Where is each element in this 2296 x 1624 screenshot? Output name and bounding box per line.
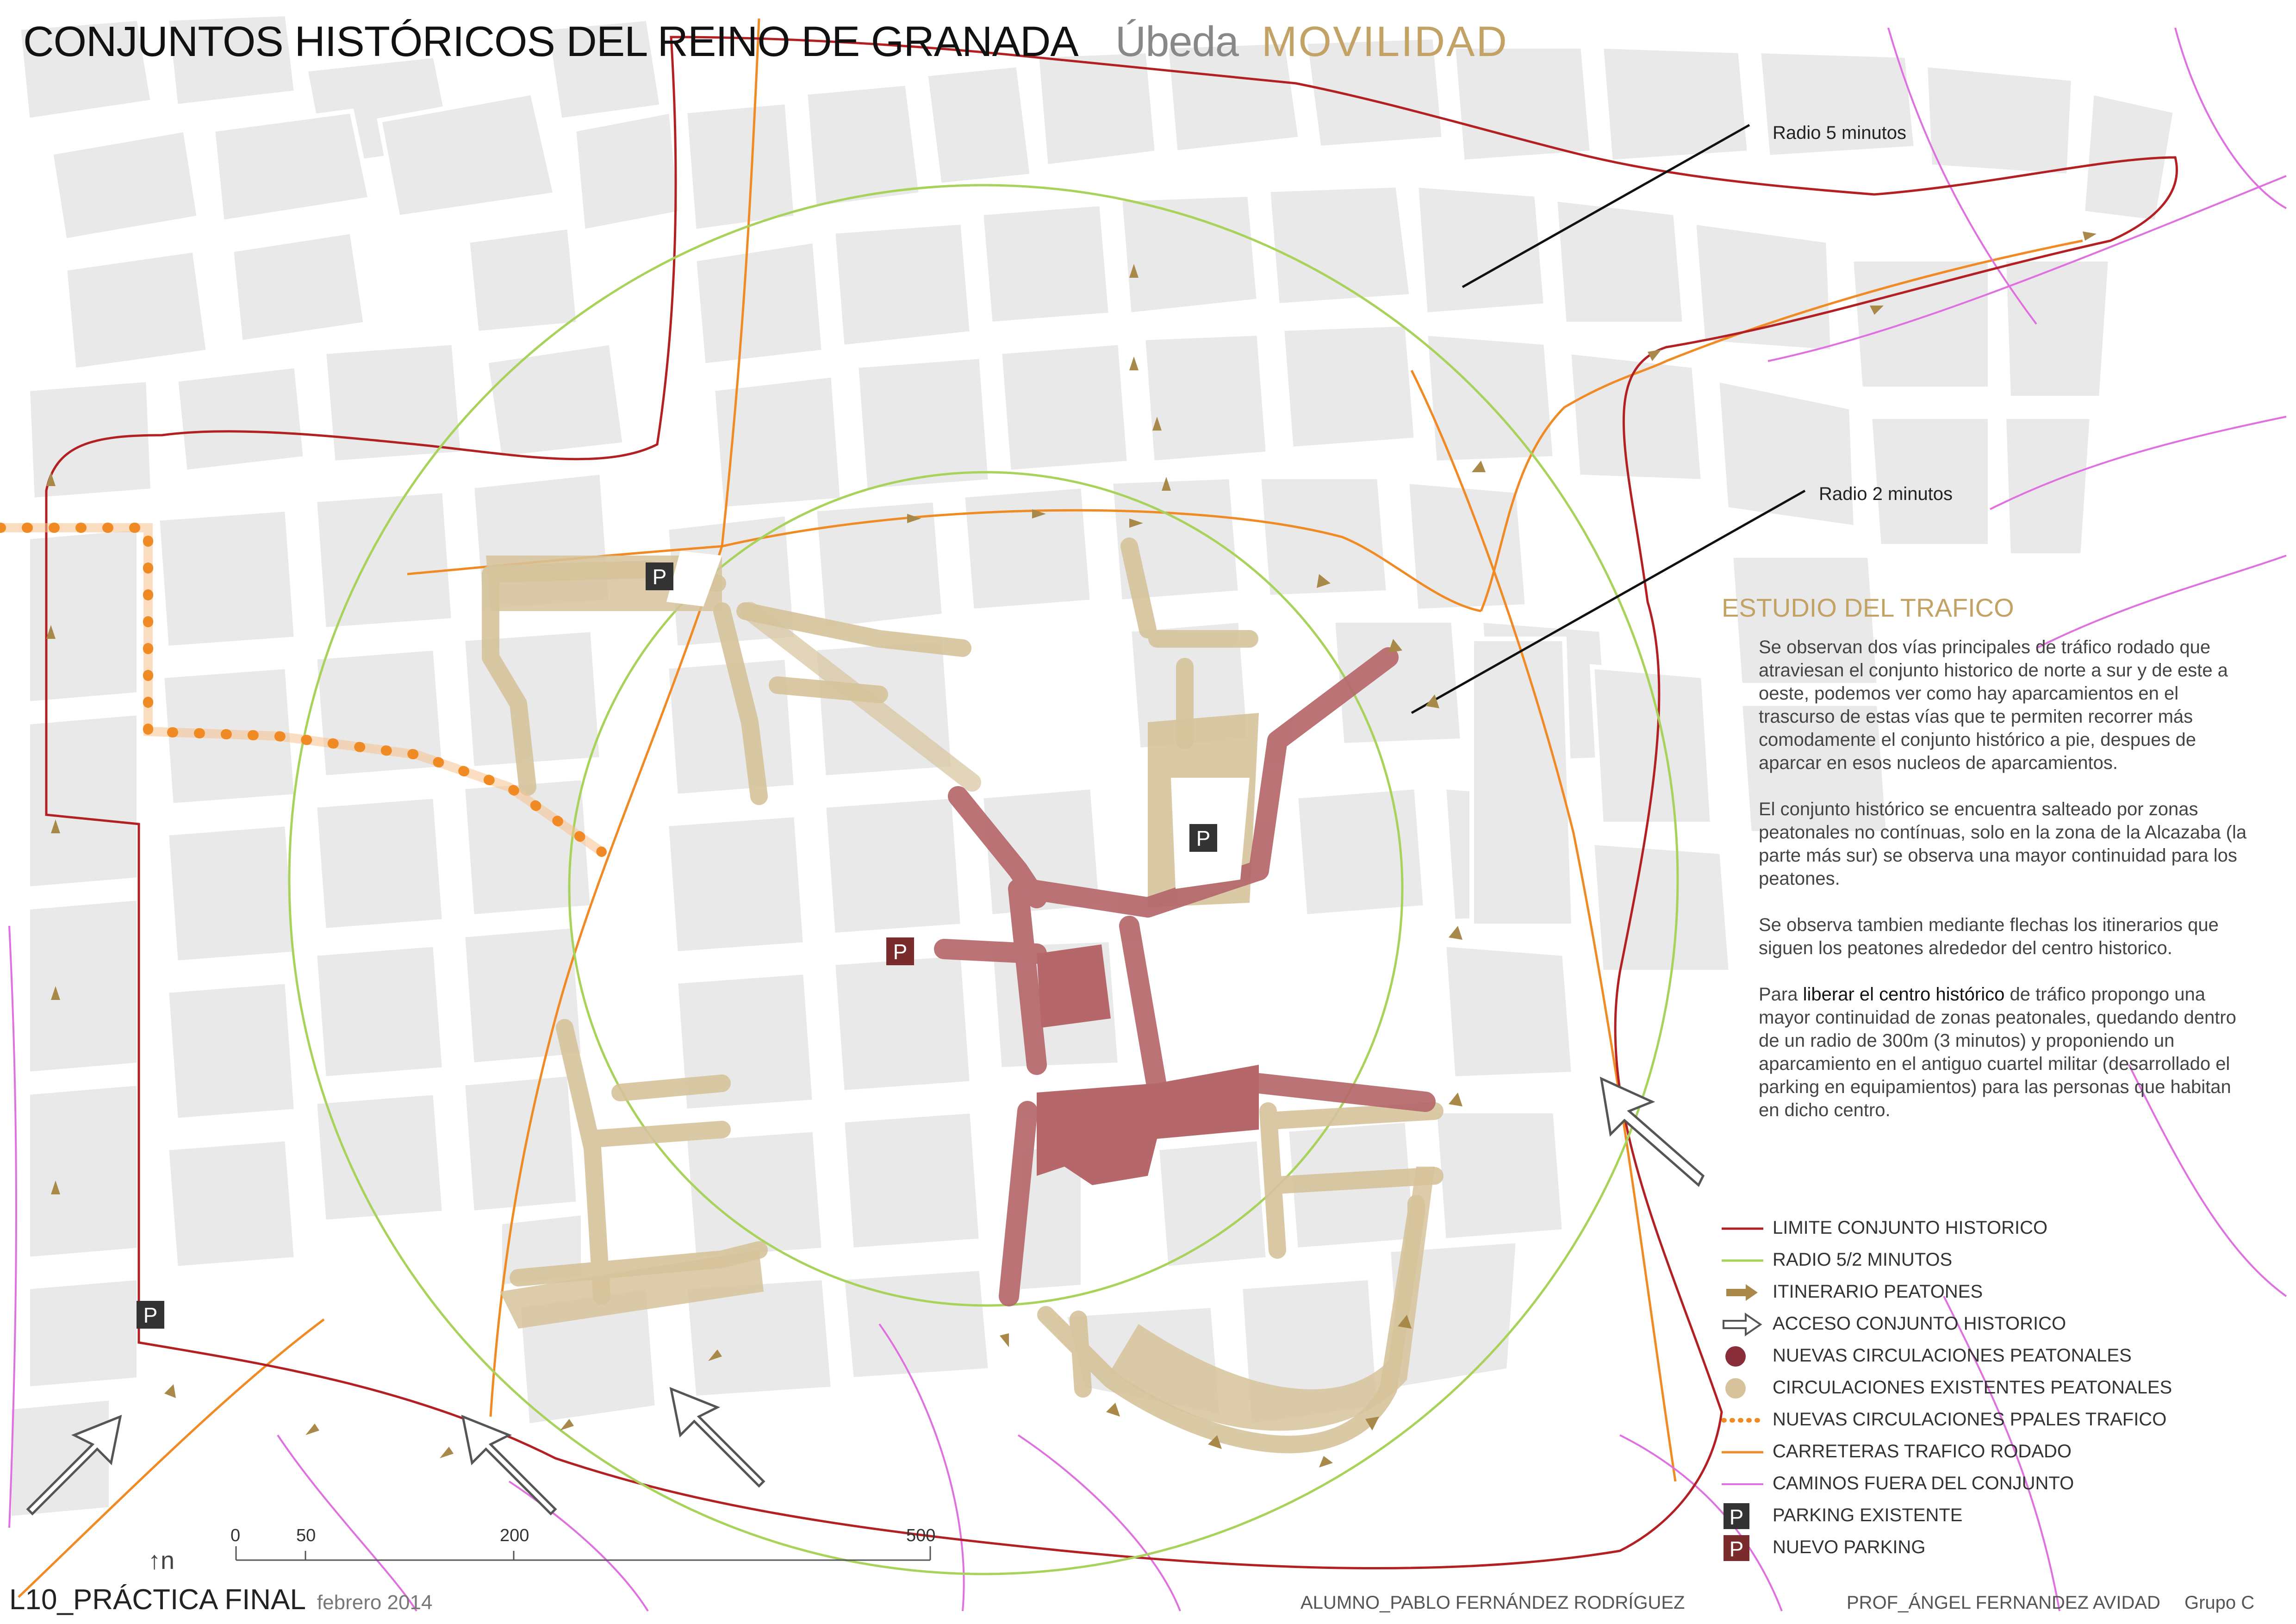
legend-item-roads: CARRETERAS TRAFICO RODADO bbox=[1722, 1437, 2277, 1468]
svg-text:P: P bbox=[893, 940, 908, 964]
parking-new bbox=[886, 937, 914, 965]
legend-item-pedestrian-itinerary: ITINERARIO PEATONES bbox=[1722, 1277, 2277, 1309]
north-arrow-icon: ↑ bbox=[148, 1547, 161, 1574]
title-city: Úbeda bbox=[1115, 18, 1238, 65]
footer-professor: PROF_ÁNGEL FERNANDEZ AVIDAD bbox=[1847, 1593, 2160, 1613]
parking-existing-icon bbox=[1722, 1500, 1763, 1532]
north-label: n bbox=[161, 1547, 175, 1574]
legend bbox=[1722, 1213, 2277, 1564]
footer-group: Grupo C bbox=[2184, 1593, 2255, 1613]
green-line-icon bbox=[1722, 1245, 1763, 1277]
scale-bar-graphic bbox=[153, 1523, 940, 1579]
outline-arrow-icon bbox=[1722, 1309, 1763, 1341]
title-theme: MOVILIDAD bbox=[1261, 18, 1508, 65]
legend-item-access: ACCESO CONJUNTO HISTORICO bbox=[1722, 1309, 2277, 1341]
radius-2-label: Radio 2 minutos bbox=[1819, 484, 1953, 504]
map-title bbox=[23, 18, 1508, 66]
gold-arrow-icon bbox=[1722, 1277, 1763, 1309]
orange-line-icon bbox=[1722, 1437, 1763, 1468]
new-pedestrian-main-square bbox=[1037, 944, 1111, 1028]
svg-text:P: P bbox=[1196, 826, 1211, 850]
parking-new-icon bbox=[1722, 1532, 1763, 1564]
magenta-line-icon bbox=[1722, 1468, 1763, 1500]
legend-item-outside-paths: CAMINOS FUERA DEL CONJUNTO bbox=[1722, 1468, 2277, 1500]
footer-student: ALUMNO_PABLO FERNÁNDEZ RODRÍGUEZ bbox=[1300, 1593, 1685, 1613]
legend-item-parking-new: P NUEVO PARKING bbox=[1722, 1532, 2277, 1564]
study-paragraph-2: El conjunto histórico se encuentra salteado por zonas peatonales no contínuas, solo en la zona de la Alcazaba (la parte más sur) se observa una mayor continuidad para los peatones. bbox=[1759, 799, 2247, 889]
study-paragraph-1: Se observan dos vías principales de tráfico rodado que atraviesan el conjunto historico de norte a sur y de este a oeste, podemos ver como hay aparcamientos en el trascurso de estas vías que te permiten recorrer más comodamente el conjunto histórico a pie, despues de aparcar en esos nucleos de aparcamientos. bbox=[1759, 637, 2228, 773]
radius-5-label: Radio 5 minutos bbox=[1773, 123, 1907, 143]
scale-bar bbox=[153, 1523, 940, 1579]
study-highlight: liberar el centro histórico bbox=[1803, 984, 2005, 1005]
maroon-dot-icon bbox=[1722, 1341, 1763, 1373]
study-paragraph-4: Para liberar el centro histórico de tráfico propongo una mayor continuidad de zonas peatonales, quedando dentro de un radio de 300m (3 minutos) y proponiendo un aparcamiento en el antiguo cuartel militar (desarrollado el parking en equipamientos) para las personas que habitan en dicho centro. bbox=[1759, 984, 2236, 1120]
legend-item-radius: RADIO 5/2 MINUTOS bbox=[1722, 1245, 2277, 1277]
parking-existing-northwest bbox=[646, 562, 673, 590]
tan-dot-icon bbox=[1722, 1373, 1763, 1405]
svg-text:P: P bbox=[143, 1303, 158, 1327]
scale-tick-0: 0 bbox=[230, 1526, 241, 1545]
study-heading: ESTUDIO DEL TRAFICO bbox=[1722, 593, 2014, 622]
practice-label: L10_PRÁCTICA FINAL bbox=[9, 1584, 306, 1616]
parking-existing-southwest bbox=[137, 1301, 164, 1329]
red-line-icon bbox=[1722, 1213, 1763, 1245]
svg-text:P: P bbox=[1729, 1537, 1744, 1561]
date-label: febrero 2014 bbox=[317, 1591, 433, 1614]
scale-tick-500: 500 bbox=[906, 1526, 936, 1545]
footer-practice bbox=[9, 1583, 432, 1616]
legend-item-new-pedestrian: NUEVAS CIRCULACIONES PEATONALES bbox=[1722, 1341, 2277, 1373]
legend-item-new-traffic: NUEVAS CIRCULACIONES PPALES TRAFICO bbox=[1722, 1405, 2277, 1437]
scale-tick-200: 200 bbox=[500, 1526, 529, 1545]
svg-text:P: P bbox=[1729, 1505, 1744, 1529]
legend-item-limit: LIMITE CONJUNTO HISTORICO bbox=[1722, 1213, 2277, 1245]
orange-dots-icon bbox=[1722, 1405, 1763, 1437]
legend-item-parking-existing: P PARKING EXISTENTE bbox=[1722, 1500, 2277, 1532]
traffic-study bbox=[1722, 593, 2254, 1145]
study-paragraph-3: Se observa tambien mediante flechas los itinerarios que siguen los peatones alrededor del centro historico. bbox=[1759, 915, 2219, 958]
scale-tick-50: 50 bbox=[296, 1526, 316, 1545]
svg-text:P: P bbox=[652, 565, 667, 589]
title-main: CONJUNTOS HISTÓRICOS DEL REINO DE GRANADA bbox=[23, 18, 1078, 65]
legend-item-existing-pedestrian: CIRCULACIONES EXISTENTES PEATONALES bbox=[1722, 1373, 2277, 1405]
parking-existing-east bbox=[1189, 824, 1217, 852]
